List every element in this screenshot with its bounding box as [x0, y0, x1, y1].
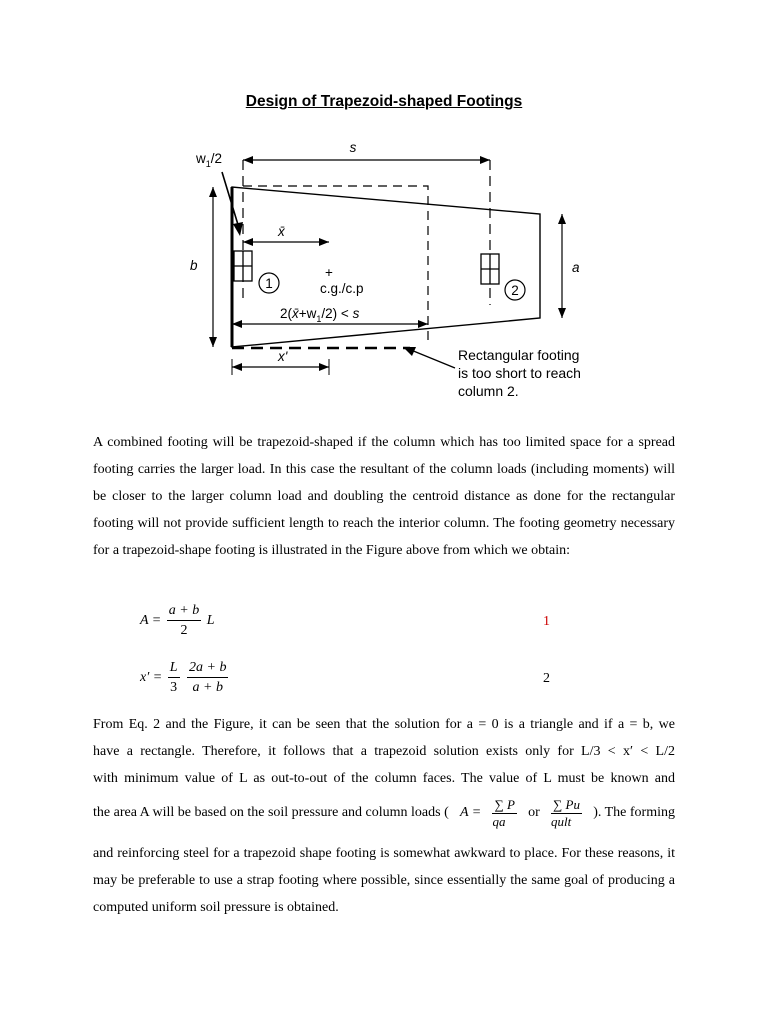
svg-text:x': x': [278, 349, 288, 364]
equation-2: x′ = $\frac{L}{3}$ $\frac{2a + b}{a + b}$: [140, 660, 227, 695]
svg-text:column 2.: column 2.: [458, 383, 519, 399]
equation-1-number: 1: [543, 614, 550, 629]
paragraph-solution: From Eq. 2 and the Figure, it can be seen that the solution for a = 0 is a triangle and if a = b, we have a rectangle. Therefore, it follows that a trapezoid solution exists only for L/3 < x′ < L/2 with minimum value of L as out-to-out of the column faces. The value of L must be known and the area A will be based on the soil pressure and column loads ( A = $\frac{\sum P}{qa}$ or $\frac{\sum Pu}{\text{qult}}$ ). The forming and reinforcing steel for a trapezoid shape footing is somewhat awkward to place. For these reasons, it may be preferable to use a strap footing where possible, since essentially the same goal of producing a computed uniform soil pressure is obtained.: [93, 717, 675, 915]
svg-text:is too short to reach: is too short to reach: [458, 365, 581, 381]
svg-text:c.g./c.p: c.g./c.p: [320, 281, 364, 296]
page-title: Design of Trapezoid-shaped Footings: [245, 93, 523, 110]
w1-half-label: $w_1/2$: [196, 151, 223, 169]
equation-2-number: 2: [543, 671, 550, 686]
svg-text:Rectangular footing: Rectangular footing: [458, 347, 580, 363]
svg-text:+: +: [325, 265, 333, 280]
svg-text:x̄: x̄: [278, 224, 285, 239]
paragraph-intro: A combined footing will be trapezoid-shaped if the column which has too limited space for a spread footing carries the larger load. In this case the resultant of the column loads (including moments) will be closer to the larger column load and doubling the centroid distance as done for the rectangular footing will not provide sufficient length to reach the interior column. The footing geometry necessary for a trapezoid-shape footing is illustrated in the Figure above from which we obtain:: [93, 435, 675, 558]
svg-text:s: s: [349, 140, 357, 155]
svg-text:b: b: [190, 258, 198, 273]
condition-label: $2(x̄+w_1/2) < s$: [280, 306, 360, 324]
equation-1: A = $\frac{a + b}{2}$ L: [140, 603, 215, 638]
svg-text:1: 1: [265, 276, 273, 291]
svg-text:2: 2: [511, 283, 519, 298]
svg-text:a: a: [572, 260, 580, 275]
trapezoid-footing-figure: [0, 0, 768, 420]
